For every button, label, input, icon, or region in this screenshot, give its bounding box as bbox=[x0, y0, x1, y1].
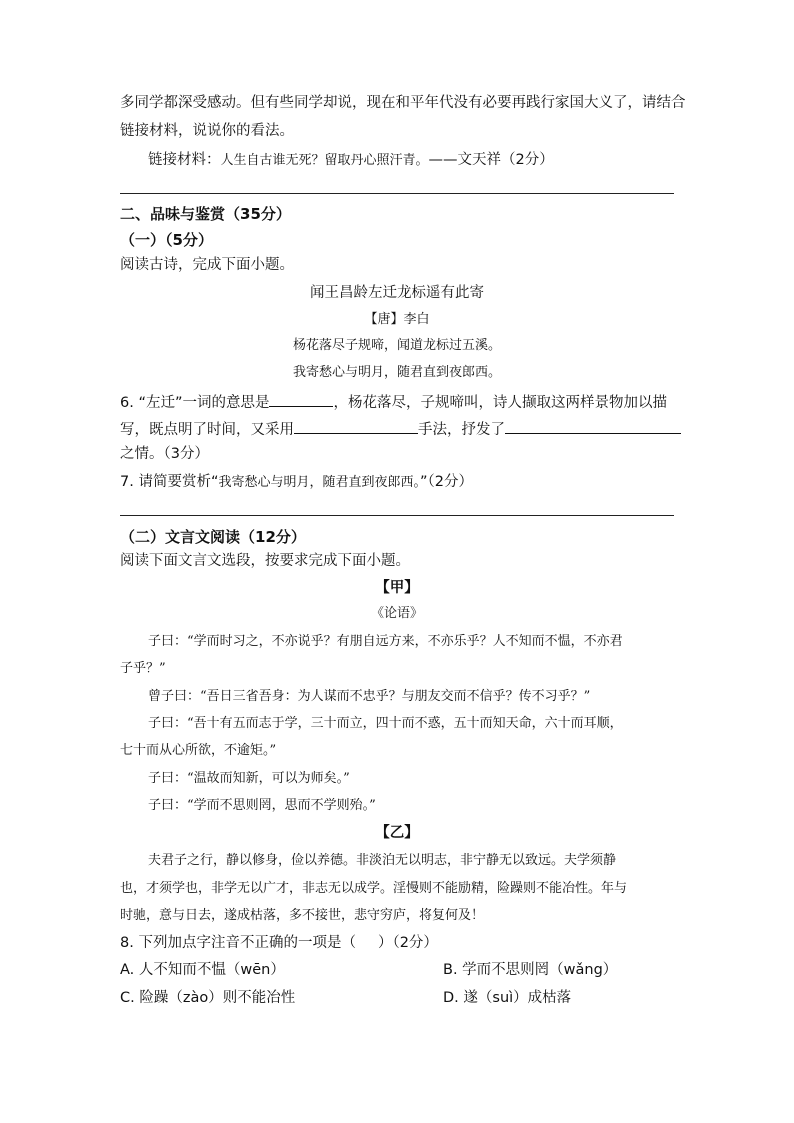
q6-text-a: 6. “左迁”一词的意思是 bbox=[120, 395, 270, 411]
q7-text-b: ”（2分） bbox=[419, 474, 473, 490]
q8-stem bbox=[120, 934, 438, 952]
q6-blank-2[interactable] bbox=[294, 419, 418, 434]
q6-line-2 bbox=[120, 419, 681, 439]
link-quote: 人生自古谁无死？留取丹心照汗青。 bbox=[220, 153, 429, 168]
poem-line-2: 我寄愁心与明月，随君直到夜郎西。 bbox=[292, 365, 501, 380]
link-author: ——文天祥（2分） bbox=[428, 152, 554, 168]
part1-heading: （一）（5分） bbox=[120, 231, 213, 249]
q8-stem-a: 8. 下列加点字注音不正确的一项是（ bbox=[120, 935, 356, 951]
part2-heading: （二）文言文阅读（12分） bbox=[120, 528, 306, 546]
poem-line-1: 杨花落尽子规啼，闻道龙标过五溪。 bbox=[292, 338, 501, 353]
q7 bbox=[120, 473, 473, 492]
q8-option-c[interactable]: C. 险躁（zào）则不能冶性 bbox=[120, 990, 296, 1006]
q8-option-a[interactable]: A. 人不知而不愠（wēn） bbox=[120, 962, 285, 978]
q8-option-d[interactable]: D. 遂（suì）成枯落 bbox=[443, 990, 572, 1006]
answer-line-1 bbox=[120, 193, 674, 194]
jia-para-5: 子曰：“学而不思则罔，思而不学则殆。” bbox=[148, 798, 376, 813]
q6-text-b: ，杨花落尽，子规啼叫，诗人撷取这两样景物加以描 bbox=[333, 395, 667, 411]
yi-line-3: 时驰，意与日去，遂成枯落，多不接世，悲守穷庐，将复何及！ bbox=[120, 908, 485, 923]
link-material bbox=[148, 151, 554, 170]
q7-text-a: 7. 请简要赏析“ bbox=[120, 474, 219, 490]
q8-stem-b: ）（2分） bbox=[377, 935, 438, 951]
yi-label: 【乙】 bbox=[375, 825, 419, 841]
jia-para-1a: 子曰：“学而时习之，不亦说乎？有朋自远方来，不亦乐乎？人不知而不愠，不亦君 bbox=[148, 634, 623, 649]
q6-blank-1[interactable] bbox=[269, 392, 333, 407]
intro-line-2: 链接材料，说说你的看法。 bbox=[120, 123, 294, 139]
part2-instruction: 阅读下面文言文选段，按要求完成下面小题。 bbox=[120, 553, 410, 569]
poem-author: 【唐】李白 bbox=[364, 312, 430, 327]
q6-line-3: 之情。（3分） bbox=[120, 446, 209, 462]
jia-para-3b: 七十而从心所欲，不逾矩。” bbox=[120, 743, 277, 758]
link-label: 链接材料： bbox=[148, 152, 221, 168]
poem-title: 闻王昌龄左迁龙标遥有此寄 bbox=[310, 285, 484, 301]
yi-line-2: 也，才须学也，非学无以广才，非志无以成学。淫慢则不能励精，险躁则不能冶性。年与 bbox=[120, 881, 628, 896]
jia-para-4: 子曰：“温故而知新，可以为师矣。” bbox=[148, 771, 350, 786]
intro-line-1: 多同学都深受感动。但有些同学却说，现在和平年代没有必要再践行家国大义了，请结合 bbox=[120, 95, 686, 111]
jia-para-3a: 子曰：“吾十有五而志于学，三十而立，四十而不惑，五十而知天命，六十而耳顺， bbox=[148, 716, 623, 731]
q7-quote: 我寄愁心与明月，随君直到夜郎西。 bbox=[218, 475, 420, 490]
yi-line-1: 夫君子之行，静以修身，俭以养德。非淡泊无以明志，非宁静无以致远。夫学须静 bbox=[148, 853, 617, 868]
section-heading: 二、品味与鉴赏（35分） bbox=[120, 205, 291, 223]
answer-line-2 bbox=[120, 515, 674, 516]
jia-para-2: 曾子曰：“吾日三省吾身：为人谋而不忠乎？与朋友交而不信乎？传不习乎？” bbox=[148, 689, 591, 704]
q6-line-1 bbox=[120, 392, 667, 412]
q8-option-b[interactable]: B. 学而不思则罔（wǎng） bbox=[443, 962, 618, 978]
jia-title: 《论语》 bbox=[370, 606, 423, 621]
part1-instruction: 阅读古诗，完成下面小题。 bbox=[120, 257, 294, 273]
q6-blank-3[interactable] bbox=[505, 419, 681, 434]
jia-para-1b: 子乎？” bbox=[120, 661, 166, 676]
jia-label: 【甲】 bbox=[375, 580, 419, 596]
q6-text-d: 手法，抒发了 bbox=[418, 422, 505, 438]
q6-text-c: 写，既点明了时间，又采用 bbox=[120, 422, 294, 438]
